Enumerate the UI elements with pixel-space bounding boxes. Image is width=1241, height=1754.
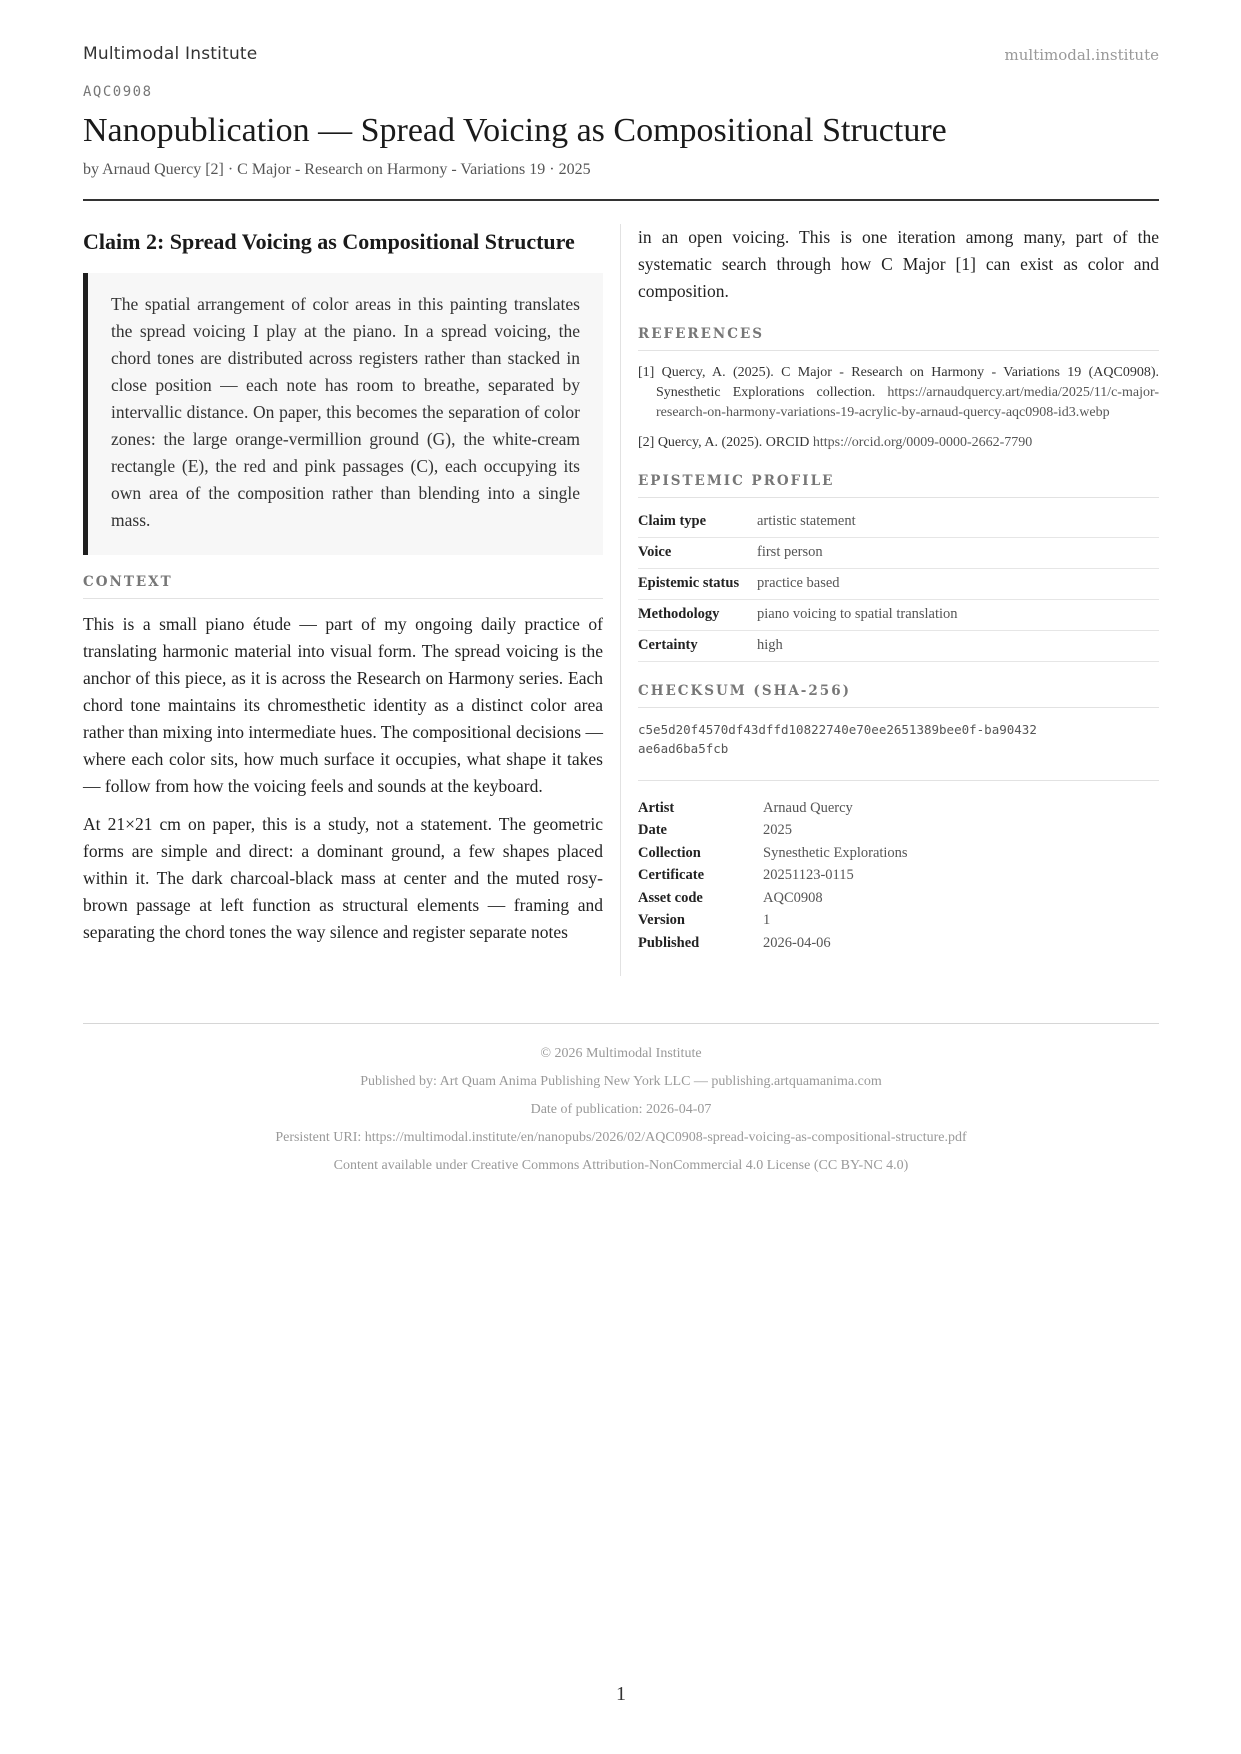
row-key: Published (638, 934, 700, 951)
checksum-value: c5e5d20f4570df43dffd10822740e70ee2651389bee0f-ba90432ae6ad6ba5fcb (638, 720, 1038, 781)
header-divider (83, 199, 1159, 201)
row-value: practice based (757, 568, 1159, 599)
checksum-divider (638, 780, 1159, 781)
reference-item (638, 363, 1159, 423)
context-paragraph-2: At 21×21 cm on paper, this is a study, not a statement. The geometric forms are simple and direct: a dominant ground, a few shapes placed within it. The dark charcoal-black mass at center and the muted rosy-brown passage at left function as structural elements — framing and separating the chord tones the way silence and register separate notes (83, 814, 603, 942)
row-value: Arnaud Quercy (763, 799, 853, 816)
page-number: 1 (616, 1683, 626, 1705)
row-value: AQC0908 (763, 889, 823, 906)
context-label: CONTEXT (83, 574, 603, 599)
table-row (638, 819, 1159, 842)
table-row (638, 537, 1159, 568)
footer-license: Content available under Creative Commons Attribution-NonCommercial 4.0 License (CC BY-NC 4.0) (333, 1158, 909, 1173)
brand-name: Multimodal Institute (83, 44, 258, 64)
footer-date: Date of publication: 2026-04-07 (530, 1102, 712, 1117)
references-label: REFERENCES (638, 326, 1159, 351)
row-key: Artist (638, 799, 675, 816)
row-value: piano voicing to spatial translation (757, 599, 1159, 630)
table-row (638, 887, 1159, 910)
asset-code: AQC0908 (83, 84, 153, 100)
byline: by Arnaud Quercy [2] · C Major - Research on Harmony - Variations 19 · 2025 (83, 161, 591, 178)
right-column (638, 224, 1159, 954)
row-value: first person (757, 537, 1159, 568)
table-row (638, 568, 1159, 599)
row-key: Collection (638, 844, 701, 861)
document-page (83, 0, 1159, 1754)
table-row (638, 842, 1159, 865)
row-value: 1 (763, 912, 771, 928)
context-paragraph-1: This is a small piano étude — part of my ongoing daily practice of translating harmonic material into visual form. The spread voicing is the anchor of this piece, as it is across the Research on Harmony series. Each chord tone maintains its chromesthetic identity as a distinct color area rather than mixing into intermediate hues. The compositional decisions — where each color sits, how much surface it occupies, what shape it takes — follow from how the voicing feels and sounds at the keyboard. (83, 614, 603, 796)
table-row (638, 506, 1159, 537)
footer-uri[interactable]: Persistent URI: https://multimodal.institute/en/nanopubs/2026/02/AQC0908-spread-voicing-as-compositional-structure.pdf (275, 1130, 967, 1145)
claim-quote: The spatial arrangement of color areas in this painting translates the spread voicing I play at the piano. In a spread voicing, the chord tones are distributed across registers rather than stacked in close position — each note has room to breathe, separated by intervallic distance. On paper, this becomes the separation of color zones: the large orange-vermillion ground (G), the white-cream rectangle (E), the red and pink passages (C), each occupying its own area of the composition rather than blending into a single mass. (83, 273, 603, 555)
table-row (638, 599, 1159, 630)
reference-text: [1] Quercy, A. (2025). C Major - Research on Harmony - Variations 19 (AQC0908). Synesthetic Explorations collection. (638, 365, 1159, 400)
page-title: Nanopublication — Spread Voicing as Compositional Structure (83, 112, 947, 149)
table-row (638, 932, 1159, 955)
references-list (638, 363, 1159, 453)
row-value: artistic statement (757, 506, 1159, 537)
reference-url[interactable]: https://arnaudquercy.art/media/2025/11/c-major-research-on-harmony-variations-19-acrylic-by-arnaud-quercy-aqc0908-id3.webp (656, 385, 1159, 420)
row-key: Claim type (638, 506, 757, 537)
row-key: Asset code (638, 889, 703, 906)
row-key: Certainty (638, 630, 757, 661)
reference-item (638, 433, 1159, 453)
row-value: 2025 (763, 822, 792, 838)
row-key: Date (638, 822, 667, 838)
table-row (638, 630, 1159, 661)
footer-publisher: Published by: Art Quam Anima Publishing New York LLC — publishing.artquamanima.com (360, 1074, 882, 1089)
table-row (638, 797, 1159, 820)
epistemic-profile-table (638, 506, 1159, 662)
page-header (83, 44, 1159, 68)
row-value: 2026-04-06 (763, 934, 831, 951)
row-value: high (757, 630, 1159, 661)
row-key: Epistemic status (638, 568, 757, 599)
reference-text: [2] Quercy, A. (2025). ORCID (638, 435, 813, 450)
claim-title: Claim 2: Spread Voicing as Compositional Structure (83, 229, 575, 254)
row-key: Certificate (638, 867, 705, 883)
checksum-label: CHECKSUM (SHA-256) (638, 683, 1159, 708)
metadata-table (638, 797, 1159, 955)
footer-copyright: © 2026 Multimodal Institute (540, 1046, 702, 1061)
reference-url[interactable]: https://orcid.org/0009-0000-2662-7790 (812, 435, 1033, 450)
row-key: Methodology (638, 599, 757, 630)
column-divider (620, 224, 621, 976)
epistemic-profile-label: EPISTEMIC PROFILE (638, 473, 1159, 498)
row-key: Version (638, 912, 685, 928)
table-row (638, 909, 1159, 932)
row-key: Voice (638, 537, 757, 568)
page-footer (83, 1040, 1159, 1180)
table-row (638, 864, 1159, 887)
row-value: 20251123-0115 (763, 867, 854, 883)
context-paragraph-3: in an open voicing. This is one iteration among many, part of the systematic search through how C Major [1] can exist as color and composition. (638, 227, 1159, 301)
site-link[interactable]: multimodal.institute (1004, 46, 1159, 64)
left-column (83, 224, 603, 946)
row-value: Synesthetic Explorations (763, 844, 908, 861)
footer-divider (83, 1023, 1159, 1024)
